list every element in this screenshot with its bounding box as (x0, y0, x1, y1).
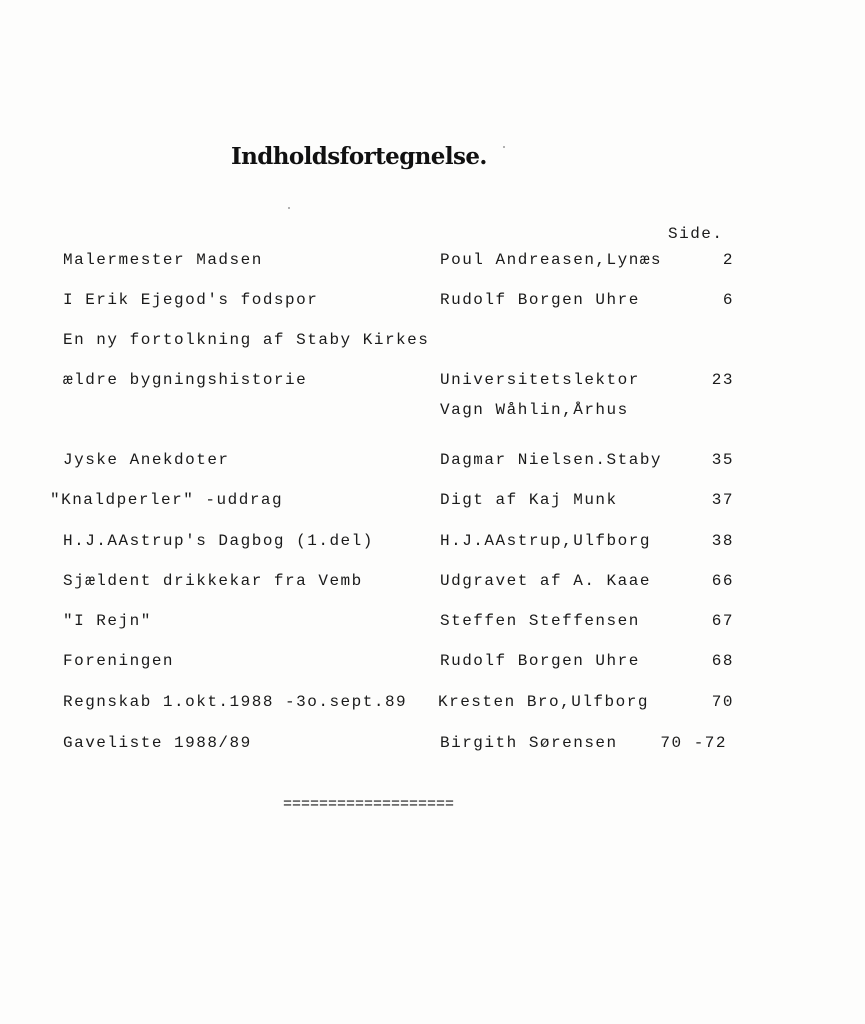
page-column-header: Side. (668, 225, 724, 243)
entry-title: "I Rejn" (63, 612, 152, 630)
toc-entry (0, 612, 865, 636)
entry-page: 70 (711, 693, 734, 711)
entry-page: 38 (711, 532, 734, 550)
separator-line: =================== (283, 796, 455, 813)
toc-entry (0, 693, 865, 717)
toc-entry (0, 451, 865, 475)
paper-speck (503, 146, 505, 148)
entry-title: Regnskab 1.okt.1988 -3o.sept.89 (63, 693, 408, 711)
entry-title: En ny fortolkning af Staby Kirkes (63, 331, 430, 349)
entry-page: 23 (711, 371, 734, 389)
toc-entry-continuation (0, 401, 865, 425)
entry-page: 6 (722, 291, 734, 309)
entry-author: Dagmar Nielsen.Staby (440, 451, 663, 469)
entry-author: Universitetslektor (440, 371, 640, 389)
entry-title: H.J.AAstrup's Dagbog (1.del) (63, 532, 374, 550)
entry-title: ældre bygningshistorie (63, 371, 308, 389)
entry-title: I Erik Ejegod's fodspor (63, 291, 319, 309)
entry-page: 70 -72 (660, 734, 727, 752)
entry-title: Gaveliste 1988/89 (63, 734, 252, 752)
paper-speck (288, 207, 290, 209)
toc-entry (0, 331, 865, 355)
toc-entry (0, 572, 865, 596)
entry-title: Sjældent drikkekar fra Vemb (63, 572, 363, 590)
toc-entry (0, 532, 865, 556)
entry-author: Birgith Sørensen (440, 734, 618, 752)
entry-author: Udgravet af A. Kaae (440, 572, 651, 590)
toc-entry (0, 251, 865, 275)
entry-title: Malermester Madsen (63, 251, 263, 269)
entry-title: Jyske Anekdoter (63, 451, 230, 469)
page-title: Indholdsfortegnelse. (231, 143, 487, 170)
entry-page: 66 (711, 572, 734, 590)
entry-page: 68 (711, 652, 734, 670)
toc-entry (0, 652, 865, 676)
entry-author: H.J.AAstrup,Ulfborg (440, 532, 651, 550)
entry-author: Digt af Kaj Munk (440, 491, 618, 509)
entry-author: Poul Andreasen,Lynæs (440, 251, 663, 269)
toc-entry (0, 491, 865, 515)
toc-entry (0, 371, 865, 395)
entry-page: 35 (711, 451, 734, 469)
toc-entry (0, 291, 865, 315)
toc-entry (0, 734, 865, 758)
entry-title: Foreningen (63, 652, 175, 670)
entry-author: Kresten Bro,Ulfborg (438, 693, 649, 711)
entry-page: 67 (711, 612, 734, 630)
entry-author: Rudolf Borgen Uhre (440, 652, 640, 670)
entry-author: Vagn Wåhlin,Århus (440, 401, 629, 419)
entry-author: Steffen Steffensen (440, 612, 640, 630)
entry-author: Rudolf Borgen Uhre (440, 291, 640, 309)
entry-title: "Knaldperler" -uddrag (50, 491, 284, 509)
entry-page: 37 (711, 491, 734, 509)
entry-page: 2 (722, 251, 734, 269)
